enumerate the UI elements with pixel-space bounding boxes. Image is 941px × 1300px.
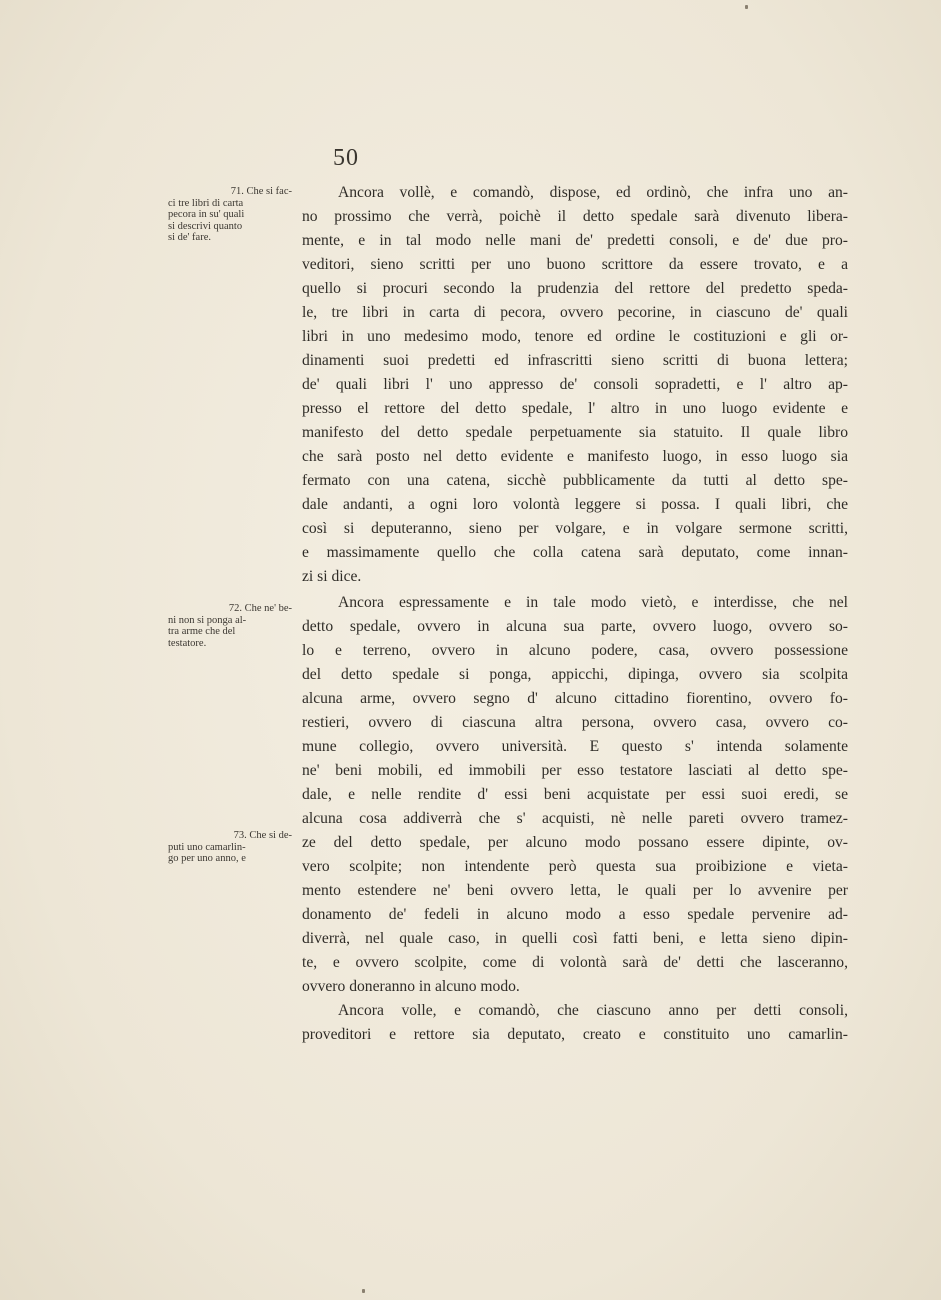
text-line: Ancora volle, e comandò, che ciascuno anno per detti consoli, — [338, 1002, 848, 1019]
text-line: te, e ovvero scolpite, come di volontà sarà de' detti che lasceranno, — [302, 954, 848, 971]
text-line: e massimamente quello che colla catena sarà deputato, come innan- — [302, 544, 848, 561]
page-number: 50 — [333, 145, 359, 171]
text-line: ze del detto spedale, per alcuno modo possano essere dipinte, ov- — [302, 834, 848, 851]
note-line: si descrivi quanto — [168, 220, 243, 232]
text-line: ovvero doneranno in alcuno modo. — [302, 978, 520, 995]
ink-speck — [362, 1289, 365, 1293]
text-line: detto spedale, ovvero in alcuna sua parte, ovvero luogo, ovvero so- — [302, 618, 848, 635]
text-line: mente, e in tal modo nelle mani de' predetti consoli, e de' due pro- — [302, 232, 848, 249]
margin-note-73 — [168, 830, 292, 865]
note-line: 73. Che si de- — [233, 830, 292, 841]
text-line: che sarà posto nel detto evidente e manifesto luogo, in esso luogo sia — [302, 448, 848, 465]
paragraph-72 — [302, 591, 848, 999]
text-line: mento estendere ne' beni ovvero letta, le quali per lo avvenire per — [302, 882, 848, 899]
note-line: 71. Che si fac- — [230, 186, 292, 197]
note-line: go per uno anno, e — [168, 853, 246, 864]
text-line: manifesto del detto spedale perpetuamente sia statuito. Il quale libro — [302, 424, 848, 441]
text-line: restieri, ovvero di ciascuna altra persona, ovvero casa, ovvero co- — [302, 714, 848, 731]
note-line: pecora in su' quali — [168, 209, 245, 220]
margin-note-72 — [168, 603, 292, 649]
text-line: lo e terreno, ovvero in alcuno podere, casa, ovvero possessione — [302, 642, 848, 659]
text-line: no prossimo che verrà, poichè il detto spedale sarà divenuto libera- — [302, 208, 848, 225]
note-line: puti uno camarlin- — [168, 841, 246, 853]
text-line: presso el rettore del detto spedale, l' altro in uno luogo evidente e — [302, 400, 848, 417]
text-line: de' quali libri l' uno appresso de' consoli sopradetti, e l' altro ap- — [302, 376, 848, 393]
text-line: ne' beni mobili, ed immobili per esso testatore lasciati al detto spe- — [302, 762, 848, 779]
text-line: diverrà, nel quale caso, in quelli così fatti beni, e letta sieno dipin- — [302, 930, 848, 947]
paragraph-71 — [302, 181, 848, 589]
text-line: libri in uno medesimo modo, tenore ed ordine le costituzioni e gli or- — [302, 328, 848, 345]
text-line: proveditori e rettore sia deputato, creato e constituito uno camarlin- — [302, 1026, 848, 1043]
text-line: alcuna cosa addiverrà che s' acquisti, nè nelle pareti ovvero tramez- — [302, 810, 848, 827]
text-line: vero scolpite; non intendente però questa sua proibizione e vieta- — [302, 858, 848, 875]
note-line: si de' fare. — [168, 232, 211, 243]
text-line: veditori, sieno scritti per uno buono scrittore da essere trovato, e a — [302, 256, 848, 273]
text-line: del detto spedale si ponga, appicchi, dipinga, ovvero sia scolpita — [302, 666, 848, 683]
text-line: quello si procuri secondo la prudenzia del rettore del predetto speda- — [302, 280, 848, 297]
note-line: tra arme che del — [168, 626, 236, 637]
text-line: dale, e nelle rendite d' essi beni acquistate per essi suoi eredi, se — [302, 786, 848, 803]
text-line: alcuna arme, ovvero segno d' alcuno cittadino fiorentino, ovvero fo- — [302, 690, 848, 707]
text-line: Ancora vollè, e comandò, dispose, ed ordinò, che infra uno an- — [338, 184, 848, 201]
text-line: dinamenti suoi predetti ed infrascritti sieno scritti di buona lettera; — [302, 352, 848, 369]
text-line: zi si dice. — [302, 568, 362, 585]
text-line: donamento de' fedeli in alcuno modo a esso spedale pervenire ad- — [302, 906, 848, 923]
text-line: fermato con una catena, sicchè pubblicamente da tutti al detto spe- — [302, 472, 848, 489]
text-line: dale andanti, a ogni loro volontà leggere si possa. I quali libri, che — [302, 496, 848, 513]
text-line: mune collegio, ovvero università. E questo s' intenda solamente — [302, 738, 848, 755]
note-line: 72. Che ne' be- — [228, 603, 292, 614]
note-line: ni non si ponga al- — [168, 614, 247, 626]
paragraph-73 — [302, 999, 848, 1047]
margin-note-71 — [168, 186, 292, 244]
text-line: Ancora espressamente e in tale modo vietò, e interdisse, che nel — [338, 594, 848, 611]
ink-speck — [745, 5, 748, 9]
text-line: così si deputeranno, sieno per volgare, e in volgare sermone scritti, — [302, 520, 848, 537]
note-line: ci tre libri di carta — [168, 197, 244, 209]
note-line: testatore. — [168, 637, 207, 649]
text-line: le, tre libri in carta di pecora, ovvero pecorine, in ciascuno de' quali — [302, 304, 848, 321]
